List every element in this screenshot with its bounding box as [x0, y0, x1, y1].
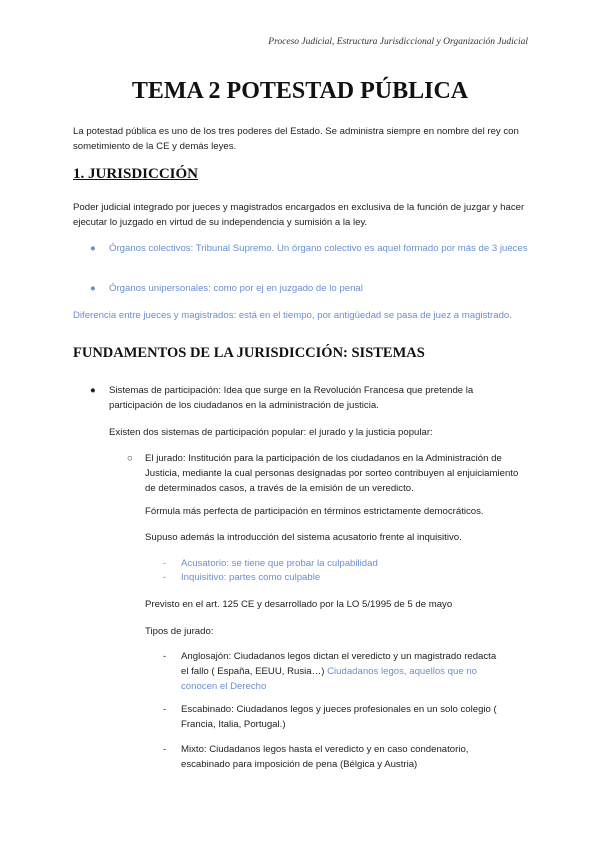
bullet-organos-unipersonales: Órganos unipersonales: como por ej en juzgado de lo penal [109, 283, 363, 294]
dash-marker: - [163, 651, 167, 662]
section-heading-jurisdiccion: 1. JURISDICCIÓN [73, 166, 199, 182]
previsto-ce: Previsto en el art. 125 CE y desarrollado por la LO 5/1995 de 5 de mayo [145, 599, 453, 610]
bullet-marker: ● [90, 385, 96, 396]
dash-marker: - [163, 558, 167, 569]
sistemas-participacion: Sistemas de participación: Idea que surge en la Revolución Francesa que pretende la participación de los ciudadanos en la administración de justicia. [109, 385, 474, 411]
running-header: Proceso Judicial, Estructura Jurisdiccional y Organización Judicial [268, 37, 528, 47]
tipo-mixto: Mixto: Ciudadanos legos hasta el veredicto y en caso condenatorio, escabinado para imposición de pena (Bélgica y Austria) [181, 744, 469, 770]
section-heading-fundamentos: FUNDAMENTOS DE LA JURISDICCIÓN: SISTEMAS [73, 345, 425, 361]
tipos-jurado: Tipos de jurado: [145, 626, 214, 637]
circle-marker: ○ [127, 453, 133, 464]
jueces-magistrados-note: Diferencia entre jueces y magistrados: está en el tiempo, por antigüedad se pasa de juez a magistrado. [73, 310, 512, 321]
tipo-anglosajon [181, 649, 501, 694]
inquisitivo-item: Inquisitivo: partes como culpable [181, 572, 321, 583]
dash-marker: - [163, 572, 167, 583]
el-jurado: El jurado: Institución para la participación de los ciudadanos en la Administración de Justicia, mediante la cual personas designadas por sorteo contribuyen al enjuiciamiento de determinados casos, a través de la emisión de un veredicto. [145, 453, 519, 494]
tipo-escabinado: Escabinado: Ciudadanos legos y jueces profesionales en un solo colegio ( Francia, Italia, Portugal.) [181, 704, 497, 730]
bullet-organos-colectivos: Órganos colectivos: Tribunal Supremo. Un órgano colectivo es aquel formado por más de 3 jueces [109, 243, 528, 254]
page-title: TEMA 2 POTESTAD PÚBLICA [131, 78, 469, 104]
dos-sistemas: Existen dos sistemas de participación popular: el jurado y la justicia popular: [109, 427, 433, 438]
formula-perfecta: Fórmula más perfecta de participación en términos estrictamente democráticos. [145, 506, 484, 517]
bullet-marker: ● [90, 283, 96, 294]
jurisdiccion-definition: Poder judicial integrado por jueces y magistrados encargados en exclusiva de la función de juzgar y hacer ejecutar lo juzgado en virtud de su independencia y sumisión a la ley. [73, 202, 525, 228]
sistema-acusatorio-intro: Supuso además la introducción del sistema acusatorio frente al inquisitivo. [145, 532, 462, 543]
bullet-marker: ● [90, 243, 96, 254]
anglosajon-text: Anglosajón: Ciudadanos legos dictan el veredicto y un magistrado redacta el fallo ( España, EEUU, Rusia…) [181, 651, 497, 677]
anglosajon-note: Ciudadanos legos, aquellos que no conocen el Derecho [181, 666, 477, 692]
intro-paragraph: La potestad pública es uno de los tres poderes del Estado. Se administra siempre en nombre del rey con sometimiento de la CE y demás leyes. [73, 126, 519, 152]
dash-marker: - [163, 704, 167, 715]
acusatorio-item: Acusatorio: se tiene que probar la culpabilidad [181, 558, 378, 569]
dash-marker: - [163, 744, 167, 755]
